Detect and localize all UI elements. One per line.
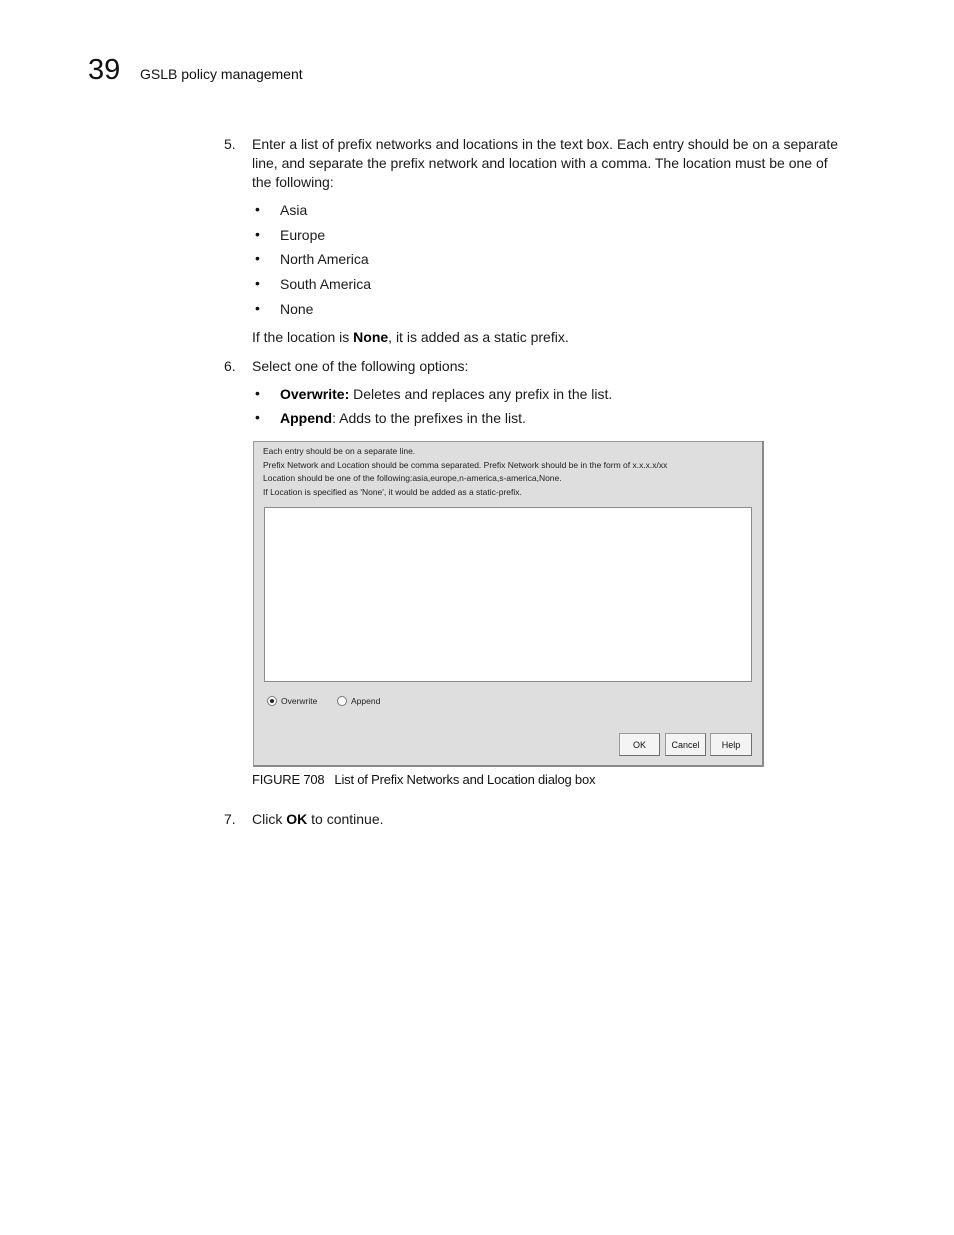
ok-button[interactable]: OK — [619, 733, 660, 756]
radio-selected-icon[interactable] — [267, 696, 277, 706]
step-number: 6. — [224, 358, 236, 374]
help-button[interactable]: Help — [710, 733, 752, 756]
bullet-icon: • — [255, 226, 260, 242]
dialog-instruction: Location should be one of the following:asia,europe,n-america,s-america,None. — [263, 473, 562, 483]
step-number: 5. — [224, 136, 236, 152]
cancel-button[interactable]: Cancel — [665, 733, 706, 756]
step7-bold: OK — [286, 811, 308, 827]
bullet-icon: • — [255, 275, 260, 291]
dialog-instruction: If Location is specified as 'None', it would be added as a static-prefix. — [263, 487, 522, 497]
list-item: North America — [280, 251, 369, 267]
step5-line3: the following: — [252, 174, 334, 190]
option-term: Append — [280, 410, 333, 426]
figure-label: FIGURE 708 — [252, 772, 325, 787]
option-append-desc — [280, 409, 526, 428]
list-item: Asia — [280, 202, 308, 218]
dialog-instruction: Prefix Network and Location should be comma separated. Prefix Network should be in the form of x.x.x.x/xx — [263, 460, 668, 470]
prefix-list-textarea[interactable] — [264, 507, 752, 682]
bullet-icon: • — [255, 201, 260, 217]
bullet-icon: • — [255, 409, 260, 425]
option-text: : Adds to the prefixes in the list. — [332, 410, 526, 426]
radio-overwrite-label: Overwrite — [281, 696, 318, 706]
bullet-icon: • — [255, 250, 260, 266]
radio-overwrite[interactable] — [267, 696, 317, 706]
figure-caption — [252, 772, 595, 788]
list-item: South America — [280, 276, 372, 292]
bullet-icon: • — [255, 385, 260, 401]
option-overwrite-desc — [280, 385, 612, 404]
step5-line1: Enter a list of prefix networks and locations in the text box. Each entry should be on a separate — [252, 136, 839, 152]
step7-post: to continue. — [307, 811, 384, 827]
step7-pre: Click — [252, 811, 287, 827]
radio-append-label: Append — [351, 696, 381, 706]
list-item: Europe — [280, 227, 326, 243]
dialog-instruction: Each entry should be on a separate line. — [263, 446, 416, 456]
step5-line2: line, and separate the prefix network and location with a comma. The location must be one of — [252, 155, 828, 171]
static-prefix-note — [252, 328, 569, 347]
step6-text: Select one of the following options: — [252, 358, 469, 374]
note-bold: None — [353, 329, 389, 345]
prefix-networks-dialog — [253, 441, 764, 767]
chapter-title: GSLB policy management — [140, 66, 303, 82]
bullet-icon: • — [255, 300, 260, 316]
note-text: If the location is — [252, 329, 354, 345]
chapter-number: 39 — [88, 54, 121, 86]
radio-unselected-icon[interactable] — [337, 696, 347, 706]
step-number: 7. — [224, 811, 236, 827]
step7-text — [252, 810, 384, 829]
option-term: Overwrite: — [280, 386, 350, 402]
note-text-end: , it is added as a static prefix. — [388, 329, 569, 345]
option-text: Deletes and replaces any prefix in the list. — [349, 386, 613, 402]
figure-caption-text: List of Prefix Networks and Location dialog box — [334, 772, 596, 787]
list-item: None — [280, 301, 314, 317]
radio-append[interactable] — [337, 696, 380, 706]
